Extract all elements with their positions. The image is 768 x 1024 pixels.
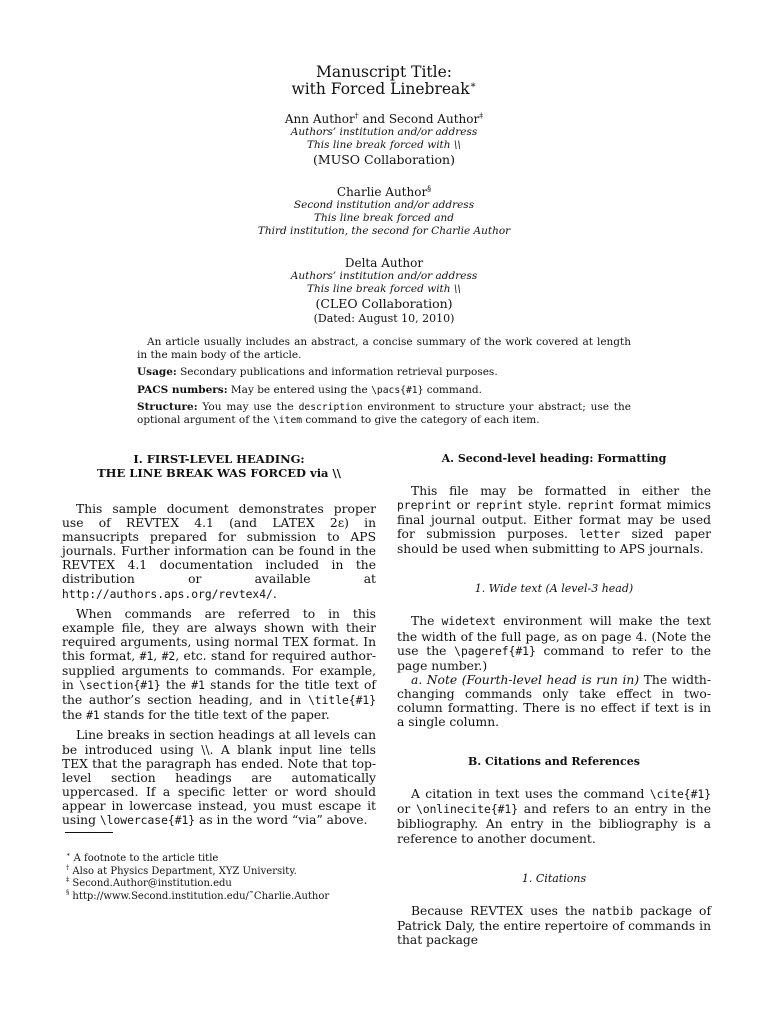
paragraph-commands: When commands are referred to in this example file, they are always shown with their required arguments, using normal TEX format. In this format, #1, #2, etc. stand for required author-supplied arguments to commands. For example, in \section{#1} the #1 stands for the title text of the author’s section heading, and in \title{#1} the #1 stands for the title text of the paper. xyxy=(62,606,376,723)
section-heading-2b: B. Citations and References xyxy=(468,755,640,769)
abstract xyxy=(137,336,631,431)
footnote-3: ‡ Second.Author@institution.edu xyxy=(66,875,232,890)
footnotes xyxy=(66,850,376,903)
affiliation-5: Third institution, the second for Charlie Author xyxy=(257,225,511,237)
dated-line: (Dated: August 10, 2010) xyxy=(313,312,455,325)
left-column xyxy=(62,452,376,828)
paragraph-note: a. Note (Fourth-level head is run in) The width-changing commands only take effect in two-column formatting. There is no effect if text is in a single column. xyxy=(397,672,711,730)
title-line-2: with Forced Linebreak xyxy=(291,80,470,98)
title-line-1: Manuscript Title: xyxy=(315,63,453,81)
abstract-text: An article usually includes an abstract, a concise summary of the work covered at length in the main body of the article. xyxy=(137,336,631,362)
section-heading-1: I. FIRST-LEVEL HEADING: THE LINE BREAK WAS FORCED via \\ xyxy=(97,452,341,480)
affiliation-7: This line break forced with \\ xyxy=(307,283,461,295)
author-group-3 xyxy=(0,257,768,326)
abstract-usage: Usage: Secondary publications and information retrieval purposes. xyxy=(137,366,498,379)
paragraph-linebreaks: Line breaks in section headings at all levels can be introduced using \\. A blank input line tells TEX that the paragraph has ended. Note that top-level section headings are automatically uppercased. If a specific letter or word should appear in lowercase instead, you must escape it using \lowercase{#1} as in the word “via” above. xyxy=(62,728,376,827)
paragraph-citations: A citation in text uses the command \cite{#1} or \onlinecite{#1} and refers to an entry in the bibliography. An entry in the bibliography is a reference to another document. xyxy=(397,787,711,846)
right-column xyxy=(397,452,711,947)
affiliation-1: Authors’ institution and/or address xyxy=(290,126,478,138)
paper-title xyxy=(0,64,768,98)
section-heading-2a: A. Second-level heading: Formatting xyxy=(441,452,667,465)
title-footnote-mark: ∗ xyxy=(469,79,477,91)
revtex-url-link[interactable]: http://authors.aps.org/revtex4/ xyxy=(62,587,273,601)
affiliation-6: Authors’ institution and/or address xyxy=(290,270,478,282)
author-delta: Delta Author xyxy=(344,256,424,270)
author-group-1: Ann Author† and Second Author‡ Authors’ institution and/or address This line break forced with \\ (MUSO Collaboration) xyxy=(0,113,768,168)
paragraph-widetext: The widetext environment will make the text the width of the full page, as on page 4. (Note the use the \pageref{#1} command to refer to the page number.) xyxy=(397,614,712,673)
footnote-4: § http://www.Second.institution.edu/˜Charlie.Author xyxy=(66,888,330,902)
abstract-structure: Structure: You may use the description environment to structure your abstract; use the optional argument of the \item command to give the category of each item. xyxy=(137,400,631,427)
abstract-pacs: PACS numbers: May be entered using the \pacs{#1} command. xyxy=(137,383,482,396)
author-group-2: Charlie Author§ Second institution and/or address This line break forced and Third institution, the second for Charlie Author xyxy=(0,186,768,238)
section-heading-3-citations: 1. Citations xyxy=(521,871,587,885)
author-charlie: Charlie Author xyxy=(336,185,428,199)
affiliation-3: Second institution and/or address xyxy=(293,199,475,211)
section-heading-3-wide: 1. Wide text (A level-3 head) xyxy=(474,582,634,596)
paragraph-natbib: Because REVTEX uses the natbib package of Patrick Daly, the entire repertoire of commands in that package xyxy=(397,903,711,947)
affiliation-2: This line break forced with \\ xyxy=(307,139,461,151)
collaboration-cleo: (CLEO Collaboration) xyxy=(315,296,453,311)
footnote-rule xyxy=(65,832,113,833)
footnote-2: † Also at Physics Department, XYZ University. xyxy=(66,863,297,877)
paragraph-formatting: This file may be formatted in either the preprint or reprint style. reprint format mimics final journal output. Either format may be used for submission purposes. letter sized paper should be used when submitting to APS journals. xyxy=(397,484,712,557)
affiliation-4: This line break forced and xyxy=(314,212,454,224)
footnote-1: ∗ A footnote to the article title xyxy=(66,850,219,864)
author-second: and Second Author xyxy=(358,112,480,126)
author-ann: Ann Author xyxy=(284,112,355,126)
collaboration-muso: (MUSO Collaboration) xyxy=(313,152,455,167)
paragraph-intro: This sample document demonstrates proper use of REVTEX 4.1 (and LATEX 2ε) in mansucripts prepared for submission to APS journals. Further information can be found in the REVTEX 4.1 documentation included in the distribution or available at http://authors.aps.org/revtex4/. xyxy=(62,502,376,601)
